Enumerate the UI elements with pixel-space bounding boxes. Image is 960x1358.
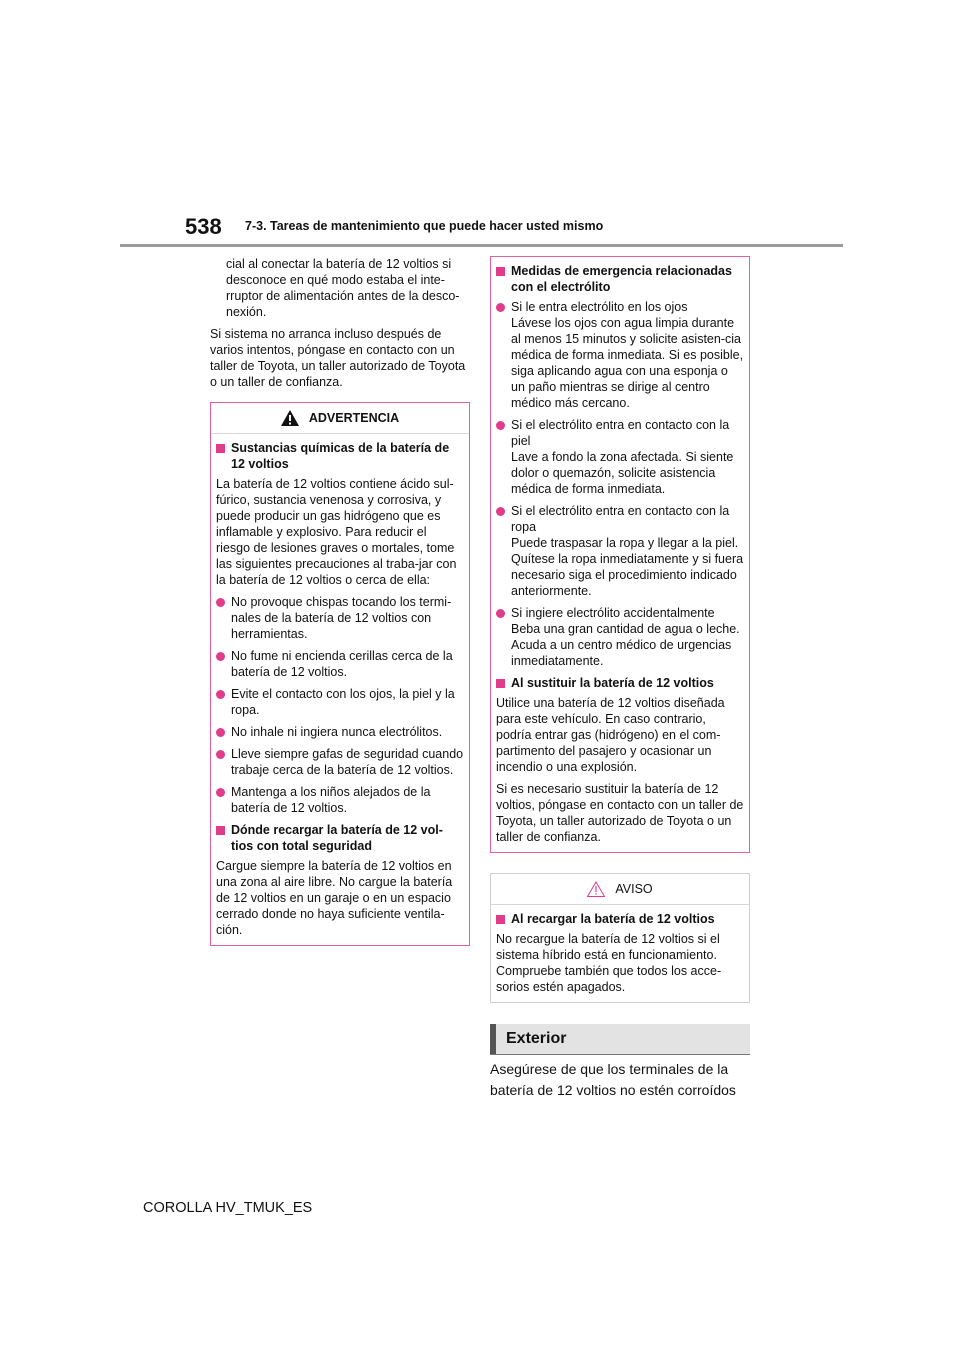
- emergency-box: [490, 256, 750, 853]
- bullet-dot-icon: [496, 303, 505, 312]
- emergency-heading: Medidas de emergencia relacionadas con el electrólito: [496, 263, 744, 295]
- list-item: Mantenga a los niños alejados de la batería de 12 voltios.: [216, 784, 464, 816]
- list-item: Si el electrólito entra en contacto con la ropa Puede traspasar la ropa y llegar a la piel. Quítese la ropa inmediatamente y si fuera necesario siga el procedimiento indicado anteriormente.: [496, 503, 744, 599]
- notice-triangle-icon: [587, 881, 605, 897]
- replace-battery-heading: Al sustituir la batería de 12 voltios: [496, 675, 744, 691]
- square-bullet-icon: [496, 267, 505, 276]
- warning-paragraph: La batería de 12 voltios contiene ácido sul-fúrico, sustancia venenosa y corrosiva, y puede producir un gas hidrógeno que es inflamable y explosivo. Para reducir el riesgo de lesiones graves o mortales, tome las siguientes precauciones al traba-jar con la batería de 12 voltios o cerca de ella:: [216, 477, 457, 587]
- bullet-dot-icon: [216, 690, 225, 699]
- square-bullet-icon: [216, 826, 225, 835]
- replace-battery-paragraph-1: Utilice una batería de 12 voltios diseñada para este vehículo. En caso contrario, podría entrar gas (hidrógeno) en el com-partimento del pasajero y ocasionar un incendio o una explosión.: [496, 696, 725, 774]
- notice-paragraph: No recargue la batería de 12 voltios si el sistema híbrido está en funcionamiento. Compruebe también que todos los acce-sorios estén apagados.: [496, 932, 722, 994]
- bullet-dot-icon: [496, 421, 505, 430]
- bullet-dot-icon: [216, 598, 225, 607]
- intro-paragraph: Si sistema no arranca incluso después de varios intentos, póngase en contacto con un taller de Toyota, un taller autorizado de Toyota o un taller de confianza.: [210, 327, 466, 389]
- bullet-dot-icon: [496, 507, 505, 516]
- section-title-exterior: Exterior: [490, 1024, 750, 1054]
- list-item: Evite el contacto con los ojos, la piel y la ropa.: [216, 686, 464, 718]
- list-item: Lleve siempre gafas de seguridad cuando trabaje cerca de la batería de 12 voltios.: [216, 746, 464, 778]
- notice-header: [491, 874, 749, 905]
- warning-triangle-icon: [281, 410, 299, 426]
- right-column: [490, 256, 750, 1003]
- warning-heading-recharge: Dónde recargar la batería de 12 vol-tios con total seguridad: [216, 822, 464, 854]
- square-bullet-icon: [496, 679, 505, 688]
- notice-box: [490, 873, 750, 1003]
- list-item: Si le entra electrólito en los ojos Lávese los ojos con agua limpia durante al menos 15 minutos y solicite asisten-cia médica de forma inmediata. Si es posible, siga aplicando agua con una esponja o un paño mientras se dirige al centro médico más cercano.: [496, 299, 744, 411]
- list-item: Si ingiere electrólito accidentalmente Beba una gran cantidad de agua o leche. Acuda a un centro médico de urgencias inmediatamente.: [496, 605, 744, 669]
- footer-model: COROLLA HV_TMUK_ES: [143, 1200, 313, 1216]
- list-item: No fume ni encienda cerillas cerca de la batería de 12 voltios.: [216, 648, 464, 680]
- bullet-dot-icon: [496, 609, 505, 618]
- warning-recharge-paragraph: Cargue siempre la batería de 12 voltios en una zona al aire libre. No cargue la batería de 12 voltios en un garaje o en un espacio cerrado donde no haya suficiente ventila-ción.: [216, 859, 453, 937]
- bullet-dot-icon: [216, 728, 225, 737]
- page-number: 538: [185, 214, 222, 239]
- bullet-dot-icon: [216, 652, 225, 661]
- square-bullet-icon: [216, 444, 225, 453]
- warning-header: [211, 403, 469, 434]
- left-column: [210, 256, 470, 946]
- list-item: No inhale ni ingiera nunca electrólitos.: [216, 724, 464, 740]
- notice-heading: Al recargar la batería de 12 voltios: [496, 911, 744, 927]
- intro-continuation: cial al conectar la batería de 12 voltios si desconoce en qué modo estaba el inte-rruptor de alimentación antes de la desco-nexión.: [226, 257, 460, 319]
- notice-title: AVISO: [615, 882, 653, 896]
- bullet-dot-icon: [216, 750, 225, 759]
- header-rule: [120, 244, 843, 247]
- list-item: No provoque chispas tocando los termi-nales de la batería de 12 voltios con herramientas.: [216, 594, 464, 642]
- square-bullet-icon: [496, 915, 505, 924]
- section-rule: [490, 1054, 750, 1055]
- exterior-text: Asegúrese de que los terminales de la batería de 12 voltios no estén corroídos: [490, 1061, 736, 1098]
- replace-battery-paragraph-2: Si es necesario sustituir la batería de 12 voltios, póngase en contacto con un taller de Toyota, un taller autorizado de Toyota o un taller de confianza.: [496, 782, 744, 844]
- warning-title: ADVERTENCIA: [308, 411, 400, 425]
- chapter-title: 7-3. Tareas de mantenimiento que puede hacer usted mismo: [245, 219, 604, 233]
- bullet-dot-icon: [216, 788, 225, 797]
- list-item: Si el electrólito entra en contacto con la piel Lave a fondo la zona afectada. Si siente dolor o quemazón, solicite asistencia médica de forma inmediata.: [496, 417, 744, 497]
- warning-box: [210, 402, 470, 946]
- warning-heading-chemicals: Sustancias químicas de la batería de 12 voltios: [216, 440, 464, 472]
